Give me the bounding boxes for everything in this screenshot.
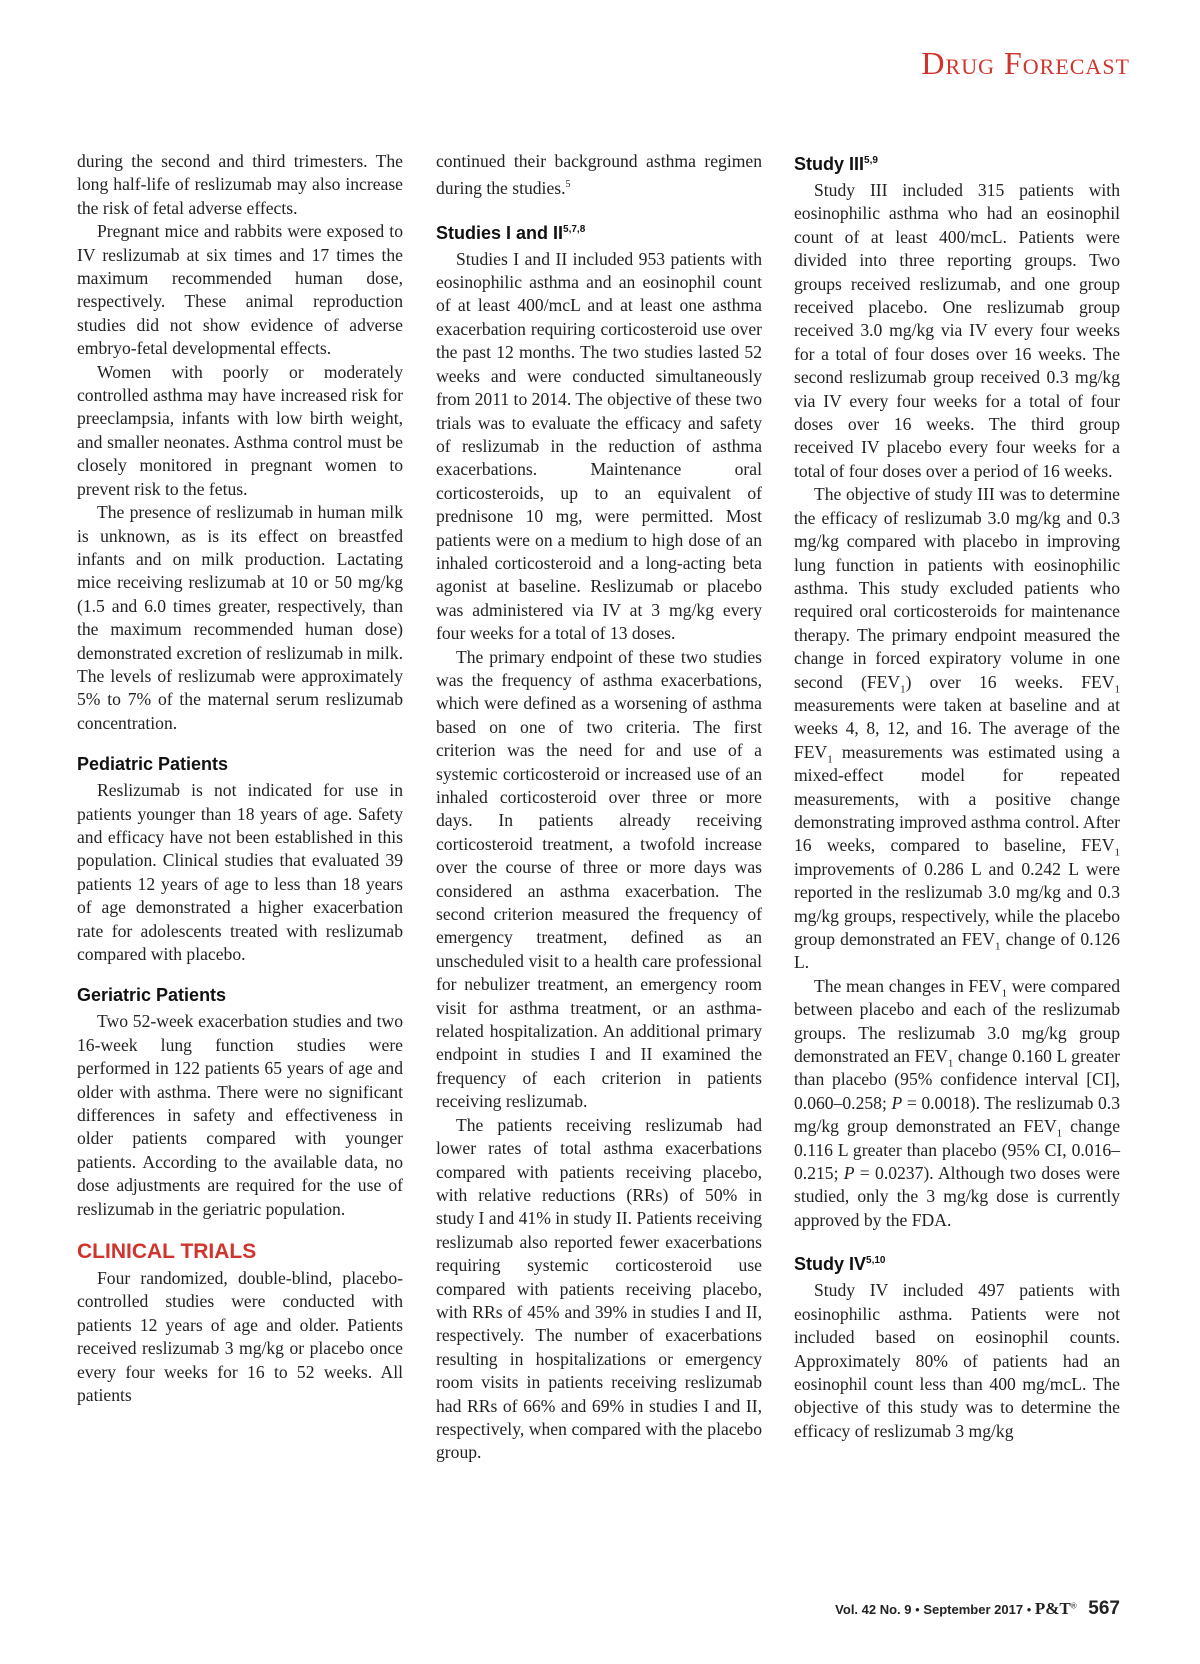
paragraph: The primary endpoint of these two studies was the frequency of asthma exacerbations, which were defined as a worsening of asthma based on one of two criteria. The first criterion was the need for and use of a systemic corticosteroid or increased use of an inhaled corticosteroid over three or more days. In patients already receiving corticosteroid treatment, a twofold increase over the course of three or more days was considered an asthma exacerbation. The second criterion measured the frequency of emergency treatment, defined as an unscheduled visit to a health care professional for nebulizer treatment, an emergency room visit for asthma treatment, or an asthma-related hospitalization. An additional primary endpoint in studies I and II examined the frequency of each criterion in patients receiving reslizumab. <box>436 646 762 1112</box>
column-middle <box>436 150 762 1465</box>
page-footer <box>835 1598 1120 1620</box>
paragraph: Pregnant mice and rabbits were exposed to IV reslizumab at six times and 17 times the maximum recommended human dose, respectively. These animal reproduction studies did not show evidence of adverse embryo-fetal developmental effects. <box>77 221 403 359</box>
paragraph: continued their background asthma regimen during the studies.$^5$ <box>436 151 762 199</box>
subheading-study-4: Study IV$^{5,10}$ <box>794 1254 886 1275</box>
subheading-studies-1-2: Studies I and II$^{5,7,8}$ <box>436 222 586 243</box>
journal-name: P&T <box>1034 1599 1071 1618</box>
reference-superscript: 5 <box>565 179 571 191</box>
subheading-pediatric: Pediatric Patients <box>77 754 229 775</box>
paragraph: The mean changes in $FEV_1$ were compared between placebo and each of the reslizumab groups. The reslizumab 3.0 mg/kg group demonstrated an $FEV_1$ change 0.160 L greater than placebo (95% confidence interval [CI], 0.060–0.258; P = 0.0018). The reslizumab 0.3 mg/kg group demonstrated an $FEV_1$ change 0.116 L greater than placebo (95% CI, 0.016–0.215; P = 0.0237). Although two doses were studied, only the 3 mg/kg dose is currently approved by the FDA. <box>794 975 1121 1230</box>
separator: • <box>1026 1602 1032 1617</box>
paragraph: The objective of study III was to determine the efficacy of reslizumab 3.0 mg/kg and 0.3 mg/kg compared with placebo in improving lung function in patients with eosinophilic asthma. This study excluded patients who required oral corticosteroids for maintenance therapy. The primary endpoint measured the change in forced expiratory volume in one second $(FEV_1)$ over 16 weeks. $FEV_1$ measurements were taken at baseline and at weeks 4, 8, 12, and 16. The average of the $FEV_1$ measurements was estimated using a mixed-effect model for repeated measurements, with a positive change demonstrating improved asthma control. After 16 weeks, compared to baseline, $FEV_1$ improvements of 0.286 L and 0.242 L were reported in the reslizumab 3.0 mg/kg and 0.3 mg/kg groups, respectively, while the placebo group demonstrated an $FEV_1$ change of 0.126 L. <box>794 484 1120 973</box>
paragraph: Women with poorly or moderately controlled asthma may have increased risk for preeclampsia, infants with low birth weight, and smaller neonates. Asthma control must be closely monitored in pregnant women to prevent risk to the fetus. <box>77 361 403 499</box>
column-left <box>77 150 403 1408</box>
paragraph: The presence of reslizumab in human milk is unknown, as is its effect on breastfed infants and on milk production. Lactating mice receiving reslizumab at 10 or 50 mg/kg (1.5 and 6.0 times greater, respectively, than the maximum recommended human dose) demonstrated excretion of reslizumab in milk. The levels of reslizumab were approximately 5% to 7% of the maternal serum reslizumab concentration. <box>77 502 403 733</box>
subheading-study-3: Study III$^{5,9}$ <box>794 154 878 174</box>
paragraph: Study IV included 497 patients with eosinophilic asthma. Patients were not included based on eosinophil counts. Approximately 80% of patients had an eosinophil count less than 400 mg/mcL. The objective of this study was to determine the efficacy of reslizumab 3 mg/kg <box>794 1280 1120 1441</box>
reference-superscript: 5,10 <box>866 1255 886 1267</box>
paragraph: Four randomized, double-blind, placebo-controlled studies were conducted with patients 12 years of age and older. Patients received reslizumab 3 mg/kg or placebo once every four weeks for 16 to 52 weeks. All patients <box>77 1268 403 1406</box>
paragraph: Studies I and II included 953 patients with eosinophilic asthma and an eosinophil count of at least 400/mcL and at least one asthma exacerbation requiring corticosteroid use over the past 12 months. The two studies lasted 52 weeks and were conducted simultaneously from 2011 to 2014. The objective of these two trials was to evaluate the efficacy and safety of reslizumab in the reduction of asthma exacerbations. Maintenance oral corticosteroids, up to an equivalent of prednisone 10 mg, were permitted. Most patients were on a medium to high dose of an inhaled corticosteroid and a long-acting beta agonist at baseline. Reslizumab or placebo was administered via IV at 3 mg/kg every four weeks for a total of 13 doses. <box>436 248 762 644</box>
reference-superscript: 5,7,8 <box>563 223 586 235</box>
paragraph: Study III included 315 patients with eosinophilic asthma who had an eosinophil count of at least 400/mcL. Patients were divided into three reporting groups. Two groups received reslizumab, and one group received placebo. One reslizumab group received 3.0 mg/kg via IV every four weeks for a total of four doses over 16 weeks. The second reslizumab group received 0.3 mg/kg via IV every four weeks for a total of four doses over 16 weeks. The third group received IV placebo every four weeks for a total of four doses over a period of 16 weeks. <box>794 180 1120 481</box>
paragraph: The patients receiving reslizumab had lower rates of total asthma exacerbations compared with patients receiving placebo, with relative reductions (RRs) of 50% in study I and 41% in study II. Patients receiving reslizumab also reported fewer exacerbations requiring systemic corticosteroid use compared with patients receiving placebo, with RRs of 45% and 39% in studies I and II, respectively. The number of exacerbations resulting in hospitalizations or emergency room visits in patients receiving reslizumab had RRs of 66% and 69% in studies I and II, respectively, when compared with the placebo group. <box>436 1114 762 1463</box>
page-number: 567 <box>1088 1598 1120 1619</box>
column-right <box>794 150 1120 1443</box>
paragraph: Reslizumab is not indicated for use in patients younger than 18 years of age. Safety and efficacy have not been established in this population. Clinical studies that evaluated 39 patients 12 years of age to less than 18 years of age demonstrated a higher exacerbation rate for adolescents treated with reslizumab compared with placebo. <box>77 780 403 964</box>
subheading-geriatric: Geriatric Patients <box>77 985 227 1006</box>
reference-superscript: 5,9 <box>864 155 878 166</box>
paragraph: Two 52-week exacerbation studies and two 16-week lung function studies were performed in 122 patients 65 years of age and older with asthma. There were no significant differences in safety and effectiveness in older patients compared with younger patients. According to the available data, no dose adjustments are required for the use of reslizumab in the geriatric population. <box>77 1011 403 1219</box>
issue-date: September 2017 <box>923 1602 1024 1617</box>
section-heading-clinical-trials: CLINICAL TRIALS <box>77 1240 257 1264</box>
registered-mark: ® <box>1070 1601 1077 1611</box>
section-header: Drug Forecast <box>921 45 1130 81</box>
paragraph: during the second and third trimesters. The long half-life of reslizumab may also increase the risk of fetal adverse effects. <box>77 151 403 218</box>
volume-info: Vol. 42 No. 9 <box>835 1602 912 1617</box>
separator: • <box>915 1602 920 1617</box>
